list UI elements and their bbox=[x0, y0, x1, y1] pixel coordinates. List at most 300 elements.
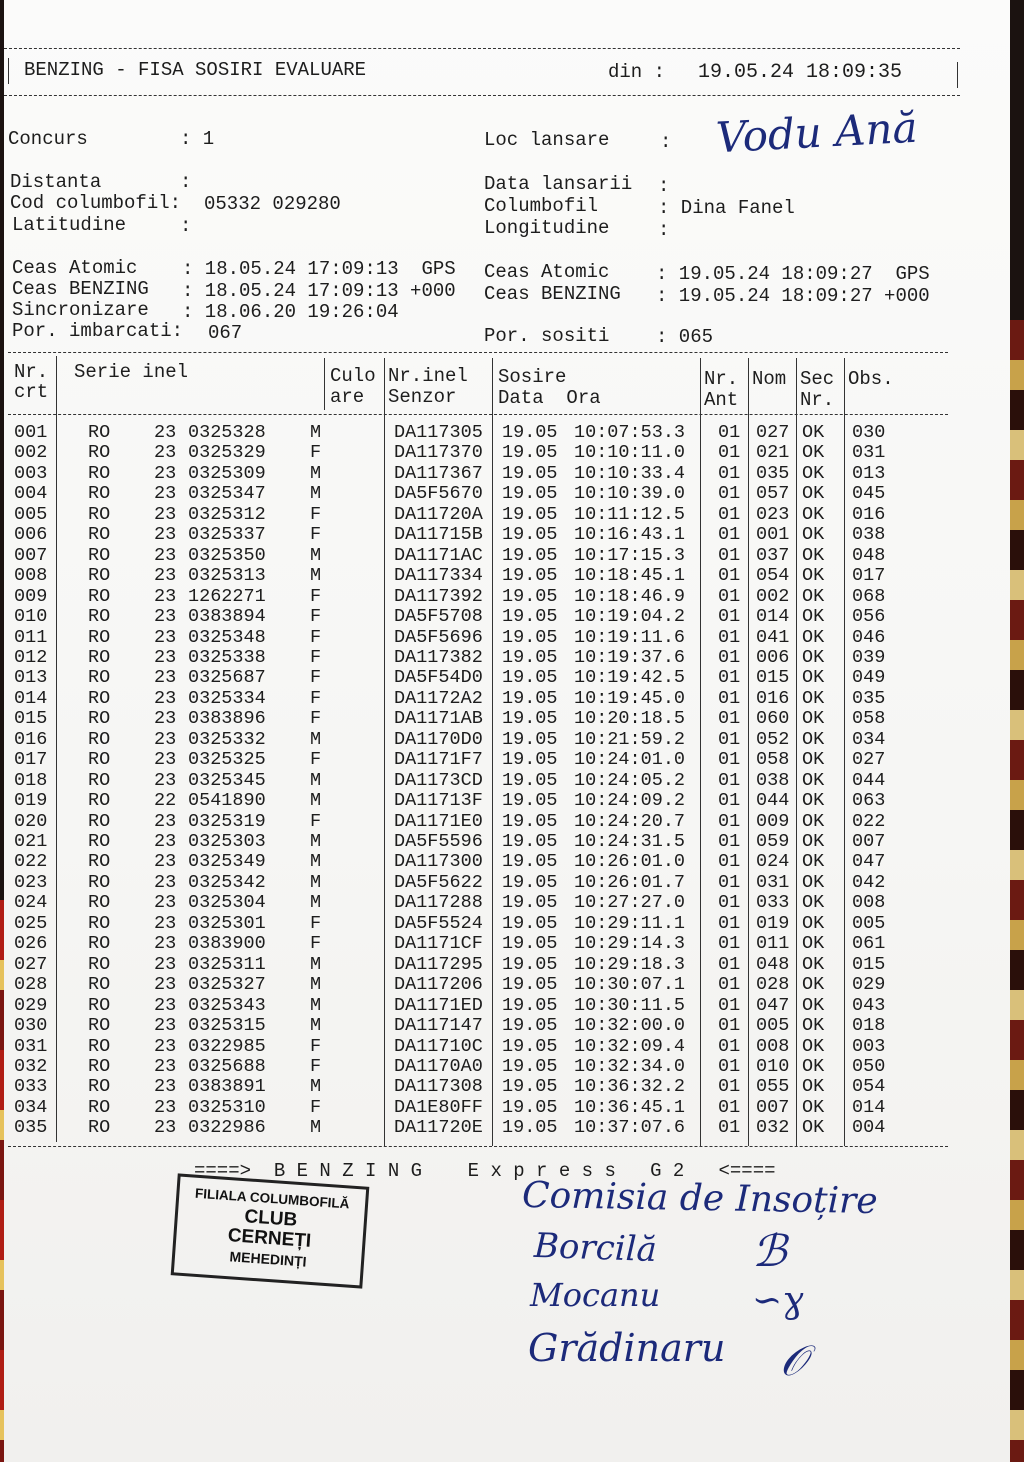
din-label: din : bbox=[608, 61, 666, 83]
cell-ant: 01 bbox=[718, 1117, 741, 1139]
right-benzing-value: : 19.05.24 18:09:27 +000 bbox=[656, 285, 930, 307]
cell-sensor: DA1170A0 bbox=[394, 1055, 483, 1077]
cell-sex: F bbox=[310, 687, 322, 709]
cell-time: 10:16:43.1 bbox=[574, 524, 686, 546]
cell-year: 23 bbox=[154, 646, 177, 668]
cell-nom: 008 bbox=[756, 1035, 790, 1057]
cell-ant: 01 bbox=[718, 442, 741, 464]
cell-nom: 038 bbox=[756, 769, 790, 791]
cell-sec: OK bbox=[802, 933, 825, 955]
cell-nr: 028 bbox=[14, 974, 48, 996]
cell-time: 10:37:07.6 bbox=[574, 1117, 686, 1139]
cell-nr: 022 bbox=[14, 851, 48, 873]
cell-sec: OK bbox=[802, 1096, 825, 1118]
cell-obs: 013 bbox=[852, 462, 886, 484]
cell-ring: 0325311 bbox=[188, 953, 266, 975]
cell-date: 19.05 bbox=[502, 422, 558, 443]
table-row bbox=[4, 873, 1004, 893]
cell-year: 23 bbox=[154, 606, 177, 628]
cell-country: RO bbox=[88, 687, 111, 709]
cell-sensor: DA11713F bbox=[394, 790, 483, 812]
cell-year: 23 bbox=[154, 1035, 177, 1057]
cell-ring: 0383900 bbox=[188, 933, 266, 955]
cell-country: RO bbox=[88, 892, 111, 914]
cell-year: 23 bbox=[154, 831, 177, 852]
cell-sec: OK bbox=[802, 1035, 825, 1057]
cell-sex: F bbox=[310, 810, 322, 832]
cell-date: 19.05 bbox=[502, 442, 558, 464]
benzing-express-footer: ====> B E N Z I N G E x p r e s s G 2 <==== bbox=[194, 1160, 776, 1182]
cell-sec: OK bbox=[802, 646, 825, 668]
cell-ant: 01 bbox=[718, 994, 741, 1016]
cell-date: 19.05 bbox=[502, 646, 558, 668]
cell-ant: 01 bbox=[718, 1015, 741, 1037]
table-row bbox=[4, 730, 1004, 750]
cell-sec: OK bbox=[802, 1076, 825, 1098]
cell-nr: 018 bbox=[14, 769, 48, 791]
cell-sex: M bbox=[310, 871, 322, 893]
cell-sensor: DA1171E0 bbox=[394, 810, 483, 832]
left-atomic-label: Ceas Atomic bbox=[12, 257, 138, 279]
cod-label: Cod columbofil: bbox=[10, 192, 182, 214]
latitudine-sep: : bbox=[180, 215, 192, 237]
cell-sec: OK bbox=[802, 831, 825, 852]
sync-value: : 18.06.20 19:26:04 bbox=[182, 301, 399, 323]
table-row bbox=[4, 689, 1004, 709]
distanta-sep: : bbox=[180, 171, 192, 193]
cell-year: 23 bbox=[154, 442, 177, 464]
cell-ant: 01 bbox=[718, 912, 741, 934]
cell-sex: M bbox=[310, 831, 322, 852]
cell-year: 23 bbox=[154, 524, 177, 546]
signature-3: 𝒪 bbox=[780, 1336, 807, 1385]
cell-obs: 048 bbox=[852, 544, 886, 566]
th-obs: Obs. bbox=[848, 368, 894, 390]
cell-sex: M bbox=[310, 974, 322, 996]
cell-ant: 01 bbox=[718, 749, 741, 771]
cell-date: 19.05 bbox=[502, 912, 558, 934]
cell-nom: 005 bbox=[756, 1015, 790, 1037]
cell-ring: 0325349 bbox=[188, 851, 266, 873]
cell-sec: OK bbox=[802, 524, 825, 546]
printed-sheet bbox=[4, 0, 1010, 1462]
table-row bbox=[4, 525, 1004, 545]
cell-nr: 014 bbox=[14, 687, 48, 709]
cell-date: 19.05 bbox=[502, 831, 558, 852]
cell-nr: 004 bbox=[14, 483, 48, 505]
cell-nr: 011 bbox=[14, 626, 48, 648]
cell-sec: OK bbox=[802, 462, 825, 484]
concurs-value: : 1 bbox=[180, 128, 215, 150]
cell-nr: 019 bbox=[14, 790, 48, 812]
cell-nr: 017 bbox=[14, 749, 48, 771]
cell-sec: OK bbox=[802, 953, 825, 975]
table-row bbox=[4, 852, 1004, 872]
cell-time: 10:29:18.3 bbox=[574, 953, 686, 975]
cell-country: RO bbox=[88, 565, 111, 587]
cell-sec: OK bbox=[802, 626, 825, 648]
cell-nom: 044 bbox=[756, 790, 790, 812]
cell-sex: F bbox=[310, 1096, 322, 1118]
cell-date: 19.05 bbox=[502, 994, 558, 1016]
cell-sex: M bbox=[310, 462, 322, 484]
cell-sensor: DA5F5622 bbox=[394, 871, 483, 893]
cell-ring: 0325342 bbox=[188, 871, 266, 893]
cell-sensor: DA117147 bbox=[394, 1015, 483, 1037]
cell-obs: 007 bbox=[852, 831, 886, 852]
cell-nom: 010 bbox=[756, 1055, 790, 1077]
cell-obs: 061 bbox=[852, 933, 886, 955]
signature-1: ℬ bbox=[752, 1226, 787, 1277]
din-value: 19.05.24 18:09:35 bbox=[698, 61, 903, 84]
cell-ring: 0325327 bbox=[188, 974, 266, 996]
cell-year: 23 bbox=[154, 626, 177, 648]
stamp-line-4: MEHEDINȚI bbox=[229, 1248, 308, 1270]
table-row bbox=[4, 1077, 1004, 1097]
cell-nr: 003 bbox=[14, 462, 48, 484]
cell-nr: 013 bbox=[14, 667, 48, 689]
cell-nom: 027 bbox=[756, 422, 790, 443]
cell-sex: F bbox=[310, 667, 322, 689]
document-title: BENZING - FISA SOSIRI EVALUARE bbox=[24, 59, 367, 81]
cell-nr: 009 bbox=[14, 585, 48, 607]
cell-sensor: DA11720A bbox=[394, 503, 483, 525]
cell-sec: OK bbox=[802, 606, 825, 628]
cell-sex: F bbox=[310, 442, 322, 464]
cell-country: RO bbox=[88, 1015, 111, 1037]
cell-date: 19.05 bbox=[502, 769, 558, 791]
cell-time: 10:18:46.9 bbox=[574, 585, 686, 607]
cell-obs: 043 bbox=[852, 994, 886, 1016]
cell-date: 19.05 bbox=[502, 544, 558, 566]
cell-ring: 1262271 bbox=[188, 585, 266, 607]
left-benzing-value: : 18.05.24 17:09:13 +000 bbox=[182, 280, 456, 302]
sositi-value: : 065 bbox=[656, 326, 714, 348]
cell-country: RO bbox=[88, 933, 111, 955]
cell-time: 10:32:09.4 bbox=[574, 1035, 686, 1057]
cell-date: 19.05 bbox=[502, 1117, 558, 1139]
table-row bbox=[4, 505, 1004, 525]
cell-ant: 01 bbox=[718, 606, 741, 628]
cell-obs: 005 bbox=[852, 912, 886, 934]
cell-sec: OK bbox=[802, 749, 825, 771]
cell-year: 23 bbox=[154, 708, 177, 730]
cell-sensor: DA11720E bbox=[394, 1117, 483, 1139]
th-senzor-1: Nr.inel bbox=[388, 365, 468, 387]
cell-country: RO bbox=[88, 749, 111, 771]
cell-sensor: DA1173CD bbox=[394, 769, 483, 791]
cell-ring: 0325348 bbox=[188, 626, 266, 648]
cell-sensor: DA5F5524 bbox=[394, 912, 483, 934]
cell-nom: 024 bbox=[756, 851, 790, 873]
th-senzor-2: Senzor bbox=[388, 386, 457, 408]
cell-sec: OK bbox=[802, 708, 825, 730]
cell-sex: M bbox=[310, 483, 322, 505]
cell-sec: OK bbox=[802, 544, 825, 566]
cell-sex: M bbox=[310, 790, 322, 812]
stamp-line-1: FILIALA COLUMBOFILĂ bbox=[194, 1185, 350, 1212]
cell-nr: 016 bbox=[14, 728, 48, 750]
cell-ring: 0325304 bbox=[188, 892, 266, 914]
cell-obs: 042 bbox=[852, 871, 886, 893]
cell-country: RO bbox=[88, 790, 111, 812]
cell-obs: 054 bbox=[852, 1076, 886, 1098]
cell-sex: M bbox=[310, 769, 322, 791]
cell-year: 23 bbox=[154, 974, 177, 996]
arrivals-table-body bbox=[4, 0, 1004, 1462]
cell-sensor: DA11710C bbox=[394, 1035, 483, 1057]
cell-ring: 0325350 bbox=[188, 544, 266, 566]
cell-nom: 002 bbox=[756, 585, 790, 607]
cell-obs: 014 bbox=[852, 1096, 886, 1118]
cell-ring: 0325313 bbox=[188, 565, 266, 587]
cell-ant: 01 bbox=[718, 769, 741, 791]
cell-obs: 068 bbox=[852, 585, 886, 607]
cell-sensor: DA5F5696 bbox=[394, 626, 483, 648]
cell-date: 19.05 bbox=[502, 1096, 558, 1118]
cell-ant: 01 bbox=[718, 1035, 741, 1057]
cell-date: 19.05 bbox=[502, 483, 558, 505]
cell-date: 19.05 bbox=[502, 790, 558, 812]
cell-ring: 0325310 bbox=[188, 1096, 266, 1118]
cell-nr: 032 bbox=[14, 1055, 48, 1077]
cell-ant: 01 bbox=[718, 585, 741, 607]
cell-time: 10:36:32.2 bbox=[574, 1076, 686, 1098]
cell-ring: 0325319 bbox=[188, 810, 266, 832]
imbarcati-label: Por. imbarcati: bbox=[12, 320, 184, 342]
th-sosire-2: Data Ora bbox=[498, 387, 601, 409]
cell-year: 23 bbox=[154, 953, 177, 975]
cell-country: RO bbox=[88, 851, 111, 873]
cell-time: 10:24:01.0 bbox=[574, 749, 686, 771]
cell-date: 19.05 bbox=[502, 1076, 558, 1098]
cell-nr: 027 bbox=[14, 953, 48, 975]
cell-nom: 052 bbox=[756, 728, 790, 750]
cell-date: 19.05 bbox=[502, 503, 558, 525]
cell-sex: F bbox=[310, 646, 322, 668]
cell-country: RO bbox=[88, 606, 111, 628]
cell-nr: 015 bbox=[14, 708, 48, 730]
cell-date: 19.05 bbox=[502, 626, 558, 648]
cell-date: 19.05 bbox=[502, 892, 558, 914]
handwritten-commission: Comisia de Insoțire bbox=[521, 1174, 878, 1223]
table-row bbox=[4, 812, 1004, 832]
cell-country: RO bbox=[88, 462, 111, 484]
club-stamp bbox=[171, 1173, 370, 1288]
cell-sex: F bbox=[310, 626, 322, 648]
cell-obs: 038 bbox=[852, 524, 886, 546]
cell-country: RO bbox=[88, 626, 111, 648]
cell-obs: 004 bbox=[852, 1117, 886, 1139]
cell-nom: 009 bbox=[756, 810, 790, 832]
cell-ant: 01 bbox=[718, 892, 741, 914]
right-atomic-value: : 19.05.24 18:09:27 GPS bbox=[656, 263, 930, 285]
table-row bbox=[4, 1118, 1004, 1138]
cell-ring: 0322986 bbox=[188, 1117, 266, 1139]
cell-ring: 0325688 bbox=[188, 1055, 266, 1077]
cell-sec: OK bbox=[802, 1055, 825, 1077]
th-sosire-1: Sosire bbox=[498, 366, 567, 388]
cell-nr: 023 bbox=[14, 871, 48, 893]
cell-nr: 012 bbox=[14, 646, 48, 668]
cell-obs: 018 bbox=[852, 1015, 886, 1037]
cell-nom: 031 bbox=[756, 871, 790, 893]
cell-sensor: DA5F54D0 bbox=[394, 667, 483, 689]
cell-year: 23 bbox=[154, 462, 177, 484]
cell-time: 10:29:11.1 bbox=[574, 912, 686, 934]
cell-ant: 01 bbox=[718, 953, 741, 975]
cell-nom: 028 bbox=[756, 974, 790, 996]
cell-ring: 0325325 bbox=[188, 749, 266, 771]
cell-date: 19.05 bbox=[502, 871, 558, 893]
table-row bbox=[4, 423, 1004, 443]
cell-nr: 006 bbox=[14, 524, 48, 546]
table-row bbox=[4, 709, 1004, 729]
cell-time: 10:32:34.0 bbox=[574, 1055, 686, 1077]
cell-sensor: DA117288 bbox=[394, 892, 483, 914]
table-row bbox=[4, 464, 1004, 484]
cell-ant: 01 bbox=[718, 810, 741, 832]
cell-sensor: DA1171ED bbox=[394, 994, 483, 1016]
cell-ant: 01 bbox=[718, 728, 741, 750]
cell-date: 19.05 bbox=[502, 1055, 558, 1077]
cell-year: 23 bbox=[154, 1015, 177, 1037]
cell-sensor: DA117300 bbox=[394, 851, 483, 873]
cell-time: 10:29:14.3 bbox=[574, 933, 686, 955]
cell-sensor: DA117295 bbox=[394, 953, 483, 975]
cell-sec: OK bbox=[802, 871, 825, 893]
table-row bbox=[4, 668, 1004, 688]
cell-sec: OK bbox=[802, 687, 825, 709]
cell-sec: OK bbox=[802, 851, 825, 873]
cell-date: 19.05 bbox=[502, 708, 558, 730]
cell-year: 23 bbox=[154, 769, 177, 791]
cell-year: 22 bbox=[154, 790, 177, 812]
cell-country: RO bbox=[88, 544, 111, 566]
cell-country: RO bbox=[88, 1117, 111, 1139]
cell-country: RO bbox=[88, 831, 111, 852]
cell-sensor: DA1171F7 bbox=[394, 749, 483, 771]
cell-year: 23 bbox=[154, 871, 177, 893]
cell-obs: 015 bbox=[852, 953, 886, 975]
cell-sex: M bbox=[310, 1117, 322, 1139]
cell-sensor: DA1172A2 bbox=[394, 687, 483, 709]
table-row bbox=[4, 443, 1004, 463]
cell-obs: 031 bbox=[852, 442, 886, 464]
table-row bbox=[4, 832, 1004, 852]
cell-sex: F bbox=[310, 1035, 322, 1057]
cell-nr: 030 bbox=[14, 1015, 48, 1037]
cell-sec: OK bbox=[802, 565, 825, 587]
cell-nom: 014 bbox=[756, 606, 790, 628]
cell-nom: 041 bbox=[756, 626, 790, 648]
cell-sex: F bbox=[310, 524, 322, 546]
cell-date: 19.05 bbox=[502, 749, 558, 771]
cell-ring: 0325347 bbox=[188, 483, 266, 505]
cell-date: 19.05 bbox=[502, 728, 558, 750]
handwritten-name-3: Grădinaru bbox=[528, 1326, 726, 1370]
cell-ring: 0325312 bbox=[188, 503, 266, 525]
cell-obs: 003 bbox=[852, 1035, 886, 1057]
cell-country: RO bbox=[88, 524, 111, 546]
cell-year: 23 bbox=[154, 544, 177, 566]
cell-ring: 0383891 bbox=[188, 1076, 266, 1098]
cell-time: 10:20:18.5 bbox=[574, 708, 686, 730]
cell-ant: 01 bbox=[718, 974, 741, 996]
cell-year: 23 bbox=[154, 1076, 177, 1098]
cell-obs: 046 bbox=[852, 626, 886, 648]
cell-sex: F bbox=[310, 606, 322, 628]
cell-sex: F bbox=[310, 749, 322, 771]
concurs-label: Concurs bbox=[8, 128, 88, 150]
cell-nr: 035 bbox=[14, 1117, 48, 1139]
cell-date: 19.05 bbox=[502, 462, 558, 484]
sositi-label: Por. sositi bbox=[484, 325, 610, 347]
cell-time: 10:27:27.0 bbox=[574, 892, 686, 914]
cell-nr: 001 bbox=[14, 422, 48, 443]
cell-nr: 005 bbox=[14, 503, 48, 525]
cell-time: 10:24:20.7 bbox=[574, 810, 686, 832]
columbofil-label: Columbofil bbox=[484, 195, 599, 217]
cell-sex: F bbox=[310, 1055, 322, 1077]
cell-obs: 058 bbox=[852, 708, 886, 730]
right-atomic-label: Ceas Atomic bbox=[484, 261, 610, 283]
cell-year: 23 bbox=[154, 565, 177, 587]
cell-ring: 0325329 bbox=[188, 442, 266, 464]
longitudine-label: Longitudine bbox=[484, 217, 610, 239]
table-row bbox=[4, 914, 1004, 934]
cell-sensor: DA1E80FF bbox=[394, 1096, 483, 1118]
cell-time: 10:30:07.1 bbox=[574, 974, 686, 996]
table-row bbox=[4, 1057, 1004, 1077]
cell-year: 23 bbox=[154, 1055, 177, 1077]
cell-time: 10:19:37.6 bbox=[574, 646, 686, 668]
th-ant-1: Nr. bbox=[704, 368, 739, 390]
cell-sex: M bbox=[310, 1076, 322, 1098]
cell-time: 10:24:31.5 bbox=[574, 831, 686, 852]
cell-ring: 0325345 bbox=[188, 769, 266, 791]
cell-ring: 0325334 bbox=[188, 687, 266, 709]
cell-country: RO bbox=[88, 646, 111, 668]
cell-ant: 01 bbox=[718, 933, 741, 955]
cell-year: 23 bbox=[154, 1117, 177, 1139]
imbarcati-value: 067 bbox=[208, 322, 243, 344]
cell-time: 10:07:53.3 bbox=[574, 422, 686, 443]
cell-sec: OK bbox=[802, 994, 825, 1016]
cell-ring: 0322985 bbox=[188, 1035, 266, 1057]
cell-sensor: DA117367 bbox=[394, 462, 483, 484]
cell-year: 23 bbox=[154, 810, 177, 832]
th-nr-1: Nr. bbox=[14, 361, 49, 383]
loc-lansare-handwritten: Vodu Ană bbox=[714, 102, 919, 163]
cell-country: RO bbox=[88, 994, 111, 1016]
table-row bbox=[4, 607, 1004, 627]
table-row bbox=[4, 893, 1004, 913]
cell-date: 19.05 bbox=[502, 687, 558, 709]
cell-ant: 01 bbox=[718, 1076, 741, 1098]
cell-sex: F bbox=[310, 708, 322, 730]
cell-date: 19.05 bbox=[502, 606, 558, 628]
stamp-line-3: CERNEȚI bbox=[227, 1225, 312, 1252]
cell-year: 23 bbox=[154, 422, 177, 443]
cell-time: 10:11:12.5 bbox=[574, 503, 686, 525]
th-culo-1: Culo bbox=[330, 365, 376, 387]
th-serie: Serie inel bbox=[74, 361, 189, 383]
cell-nr: 031 bbox=[14, 1035, 48, 1057]
cell-nr: 029 bbox=[14, 994, 48, 1016]
cell-year: 23 bbox=[154, 912, 177, 934]
cell-sensor: DA1171AB bbox=[394, 708, 483, 730]
